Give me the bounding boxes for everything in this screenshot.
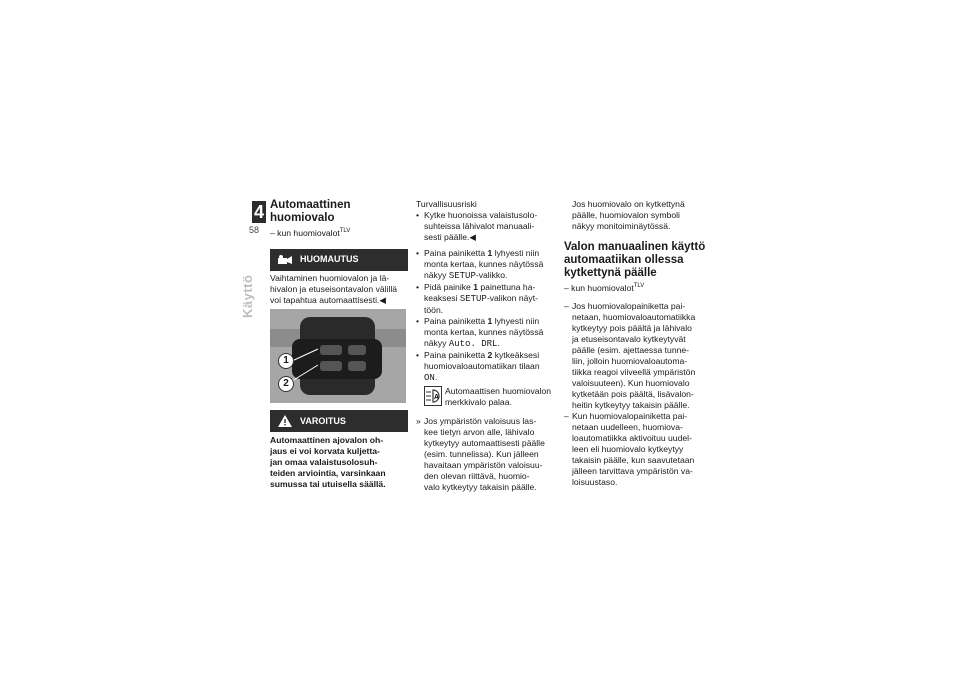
list-item: • Kytke huonoissa valaistusolo- suhteissa lähivalot manuaali- sesti päälle.◀ xyxy=(416,210,538,242)
list-item: • Paina painiketta 2 kytkeäksesi huomiovaloautomatiikan tilaan ON. xyxy=(416,350,540,383)
dash-item: – Jos huomiovalopainiketta pai- netaan, huomiovaloautomatiikka kytkeytyy pois päältä ja lähivalo ja etuseisontavalo kytkeytyvät päälle (esim. ajettaessa tunne- liin, jolloin huomiovaloautoma- tiikka reagoi viiveellä ympäristön valoisuuteen). Kun huomiovalo kytketään pois päältä, lisävalon- heitin kytkeytyy takaisin päälle. xyxy=(564,300,696,410)
warning-icon xyxy=(276,414,294,428)
list-item: • Pidä painike 1 painettuna ha- keaksesi SETUP-valikon näyt- töön. xyxy=(416,282,538,315)
result-item: » Jos ympäristön valoisuus las- kee tietyn arvon alle, lähivalo kytkeytyy automaattisesti päälle (esim. tunnelissa). Kun jälleen havaitaan ympäristön valoisuu- den olevan riittävä, huomio- valo kytkeytyy takaisin päälle. xyxy=(416,416,545,492)
notice-text: Vaihtaminen huomiovalon ja lä- hivalon ja etuseisontavalon välillä voi tapahtua automaattisesti.◀ xyxy=(270,272,398,305)
section-subtitle: – kun huomiovalot$^{TLV}$ xyxy=(270,227,351,238)
callout-1: 1 xyxy=(278,353,294,369)
list-item: • Paina painiketta 1 lyhyesti niin monta kertaa, kunnes näytössä näkyy Auto. DRL. xyxy=(416,316,544,349)
chapter-number: 4 xyxy=(253,202,264,222)
warning-banner xyxy=(270,410,408,432)
page-number: 58 xyxy=(249,225,260,235)
column-1 xyxy=(270,199,408,306)
warning-block xyxy=(270,410,408,490)
notice-banner xyxy=(270,249,408,271)
dash-item: – Kun huomiovalopainiketta pai- netaan uudelleen, huomiova- loautomatiikka aktivoituu uudel- leen eli huomiovalo kytkeytyy takaisin päälle, kun saavutetaan jälleen tarvittava ympäristön va- loisuustaso. xyxy=(564,410,695,487)
auto-headlight-icon xyxy=(424,386,442,406)
risk-label: Turvallisuusriski xyxy=(416,199,477,209)
list-item: • Paina painiketta 1 lyhyesti niin monta kertaa, kunnes näytössä näkyy SETUP-valikko. xyxy=(416,248,544,281)
column-2 xyxy=(416,199,556,493)
callout-2: 2 xyxy=(278,376,294,392)
notice-label: HUOMAUTUS xyxy=(300,254,359,265)
warning-label: VAROITUS xyxy=(300,415,346,426)
svg-text:A: A xyxy=(434,394,440,401)
column-3 xyxy=(564,199,706,488)
section-subtitle: – kun huomiovalot$^{TLV}$ xyxy=(564,282,645,293)
warning-text: Automaattinen ajovalon oh- jaus ei voi korvata kuljetta- jan omaa valaistusolosuh- teiden arviointia, varsinkaan sumussa tai utuisella säällä. xyxy=(270,435,386,489)
paragraph: Jos huomiovalo on kytkettynä päälle, huomiovalon symboli näkyy monitoiminäytössä. xyxy=(572,199,685,231)
section-title: Automaattinen huomiovalo xyxy=(270,199,351,224)
chapter-side-label: Käyttö xyxy=(240,274,255,318)
indicator-note: A Automaattisen huomiovalon merkkivalo palaa. xyxy=(416,386,556,408)
notice-icon xyxy=(276,253,294,267)
section-title-manual: Valon manuaalinen käyttö automaatiikan ollessa kytkettynä päälle xyxy=(564,241,706,279)
